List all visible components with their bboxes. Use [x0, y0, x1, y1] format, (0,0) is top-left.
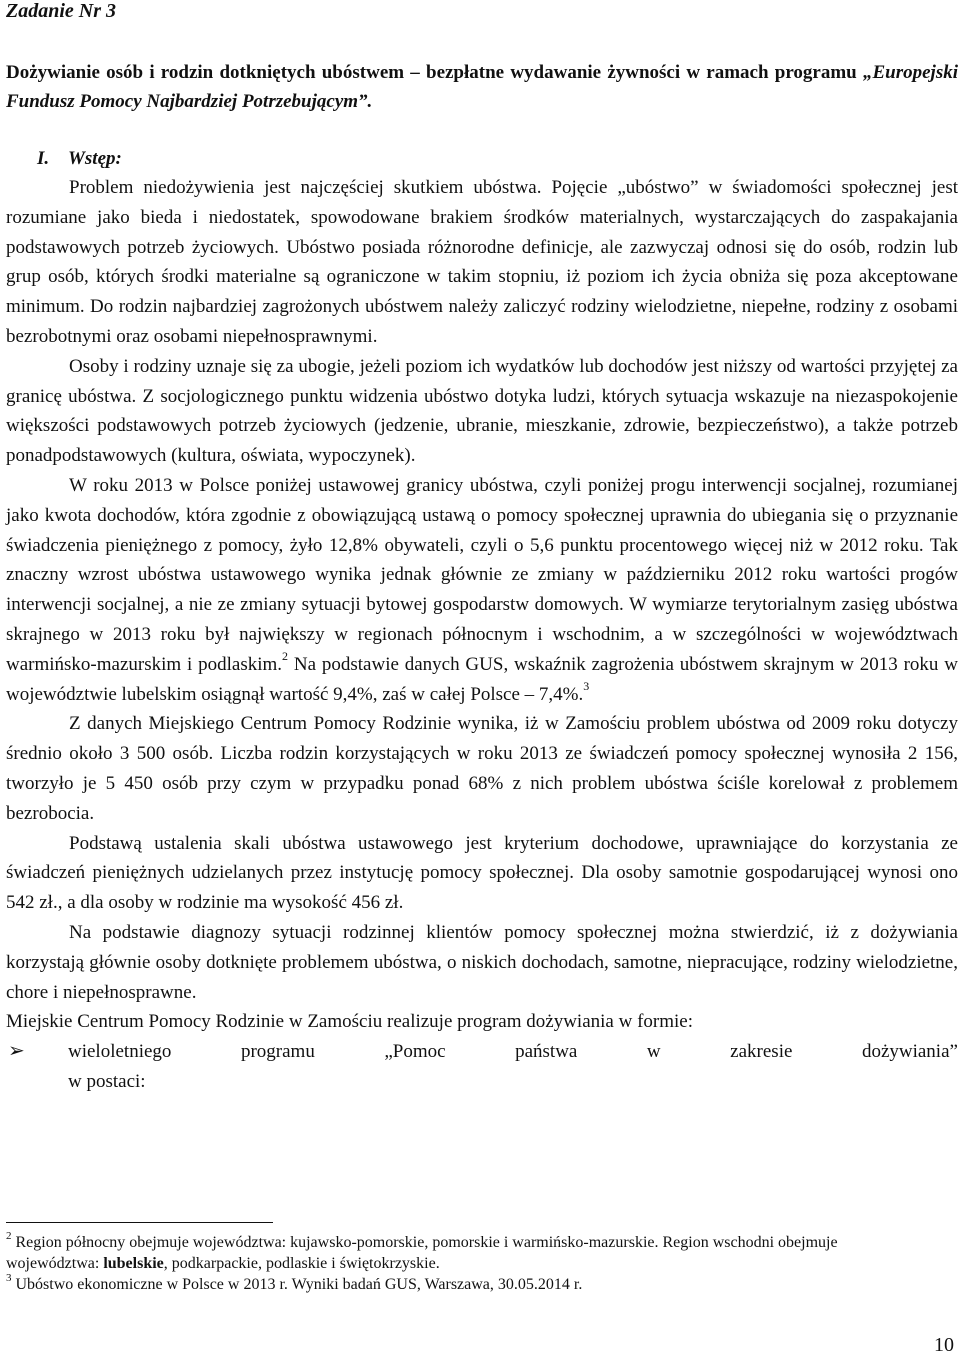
bullet-line-1 — [68, 1037, 958, 1067]
paragraph-4: Z danych Miejskiego Centrum Pomocy Rodzinie wynika, iż w Zamościu problem ubóstwa od 2009 roku dotyczy średnio około 3 500 osób. Liczba rodzin korzystających w roku 2013 ze świadczeń pomocy społecznej wynosiła 2 156, tworzyło je 5 450 osób przy czym w przypadku ponad 68% z nich problem ubóstwa ściśle korelował z problemem bezrobocia. — [6, 713, 958, 824]
footnotes — [6, 1229, 926, 1295]
footnote-2-bold: lubelskie — [103, 1255, 164, 1272]
bullet-word: zakresie — [730, 1041, 793, 1063]
footnote-2 — [6, 1229, 926, 1274]
paragraph-3-part-2: Na podstawie danych GUS, wskaźnik zagrożenia ubóstwem skrajnym w 2013 roku w województwie lubelskim osiągnął wartość 9,4%, zaś w całej Polsce – 7,4%. — [6, 653, 958, 705]
page-number: 10 — [934, 1334, 954, 1356]
bullet-line-2: w postaci: — [68, 1070, 146, 1092]
document-title — [6, 58, 958, 116]
footnote-ref-3[interactable]: 3 — [583, 679, 590, 694]
program-intro: Miejskie Centrum Pomocy Rodzinie w Zamościu realizuje program dożywiania w formie: — [6, 1011, 693, 1033]
body-text — [6, 173, 958, 1097]
footnote-2-number: 2 — [6, 1229, 12, 1242]
section-label: Wstęp: — [68, 148, 122, 169]
title-prefix: Dożywianie osób i rodzin dotkniętych ubóstwem – bezpłatne wydawanie żywności w ramach programu — [6, 62, 863, 83]
bullet-text — [68, 1037, 958, 1097]
paragraph-5: Podstawą ustalenia skali ubóstwa ustawowego jest kryterium dochodowe, uprawniające do korzystania ze świadczeń pieniężnych udzielanych przez instytucję pomocy społecznej. Dla osoby samotnie gospodarującej wynosi ono 542 zł., a dla osoby w rodzinie ma wysokość 456 zł. — [6, 832, 958, 914]
task-heading: Zadanie Nr 3 — [6, 0, 116, 22]
footnote-2-text-b: , podkarpackie, podlaskie i świętokrzyskie. — [163, 1255, 440, 1272]
bullet-word: programu — [240, 1041, 315, 1063]
bullet-word: dożywiania” — [861, 1041, 958, 1063]
arrow-bullet-icon: ➢ — [8, 1040, 25, 1063]
program-name: „Europejski Fundusz Pomocy Najbardziej Potrzebującym”. — [6, 62, 958, 112]
bullet-word: w — [646, 1041, 661, 1063]
paragraph-3-part-1: W roku 2013 w Polsce poniżej ustawowej granicy ubóstwa, czyli poniżej progu interwencji socjalnej, rozumianej jako kwota dochodów, która zgodnie z obowiązującą ustawą o pomocy społecznej uprawnia do ubiegania się o przyznanie świadczenia pieniężnego z pomocy, żyło 12,8% obywateli, czyli o 5,6 punktu procentowego więcej niż w 2012 roku. Tak znaczny wzrost ubóstwa ustawowego wynika jednak głównie ze zmiany w październiku 2012 roku wartości progów interwencji socjalnej, a nie ze zmiany sytuacji bytowej gospodarstw domowych. W wymiarze terytorialnym zasięg ubóstwa skrajnego w 2013 roku był największy w regionach północnym i wschodnim, a w szczególności w województwach warmińsko-mazurskim i podlaskim. — [6, 474, 958, 675]
footnote-separator — [6, 1222, 273, 1223]
paragraph-6: Na podstawie diagnozy sytuacji rodzinnej klientów pomocy społecznej można stwierdzić, iż z dożywiania korzystają głównie osoby dotknięte problemem ubóstwa, o niskich dochodach, samotne, niepracujące, rodziny wielodzietne, chore i niepełnosprawne. — [6, 921, 958, 1003]
bullet-item — [6, 1037, 958, 1097]
bullet-word: państwa — [515, 1041, 578, 1063]
section-number: I. — [37, 148, 50, 169]
bullet-word: wieloletniego — [68, 1041, 172, 1063]
paragraph-2: Osoby i rodziny uznaje się za ubogie, jeżeli poziom ich wydatków lub dochodów jest niższy od wartości przyjętej za granicę ubóstwa. Z socjologicznego punktu widzenia ubóstwo dotyka ludzi, których sytuacja wskazuje na niezaspokojenie większości podstawowych potrzeb życiowych (jedzenie, ubranie, mieszkanie, zdrowie, bezpieczeństwo), a także potrzeb ponadpodstawowych (kultura, oświata, wypoczynek). — [6, 355, 958, 467]
bullet-word: „Pomoc — [384, 1041, 446, 1063]
footnote-3-text: Ubóstwo ekonomiczne w Polsce w 2013 r. Wyniki badań GUS, Warszawa, 30.05.2014 r. — [11, 1276, 583, 1293]
footnote-ref-2[interactable]: 2 — [282, 649, 289, 664]
paragraph-3 — [6, 471, 958, 709]
footnote-3 — [6, 1271, 926, 1295]
paragraph-1: Problem niedożywienia jest najczęściej skutkiem ubóstwa. Pojęcie „ubóstwo” w świadomości społecznej jest rozumiane jako bieda i niedostatek, spowodowane brakiem środków materialnych, wystarczających do zaspakajania podstawowych potrzeb życiowych. Ubóstwo posiada różnorodne definicje, ale zazwyczaj odnosi się do osób, rodzin lub grup osób, których środki materialne są ograniczone w takim stopniu, iż poziom ich życia obniża się poza akceptowane minimum. Do rodzin najbardziej zagrożonych ubóstwem należy zaliczyć rodziny wielodzietne, niepełne, rodziny z osobami bezrobotnymi oraz osobami niepełnosprawnymi. — [6, 177, 958, 347]
footnote-3-number: 3 — [6, 1271, 12, 1284]
section-heading — [37, 145, 122, 173]
footnote-2-text-a: Region północny obejmuje województwa: kujawsko-pomorskie, pomorskie i warmińsko-mazurskie. Region wschodni obejmuje województwa: — [6, 1234, 838, 1272]
